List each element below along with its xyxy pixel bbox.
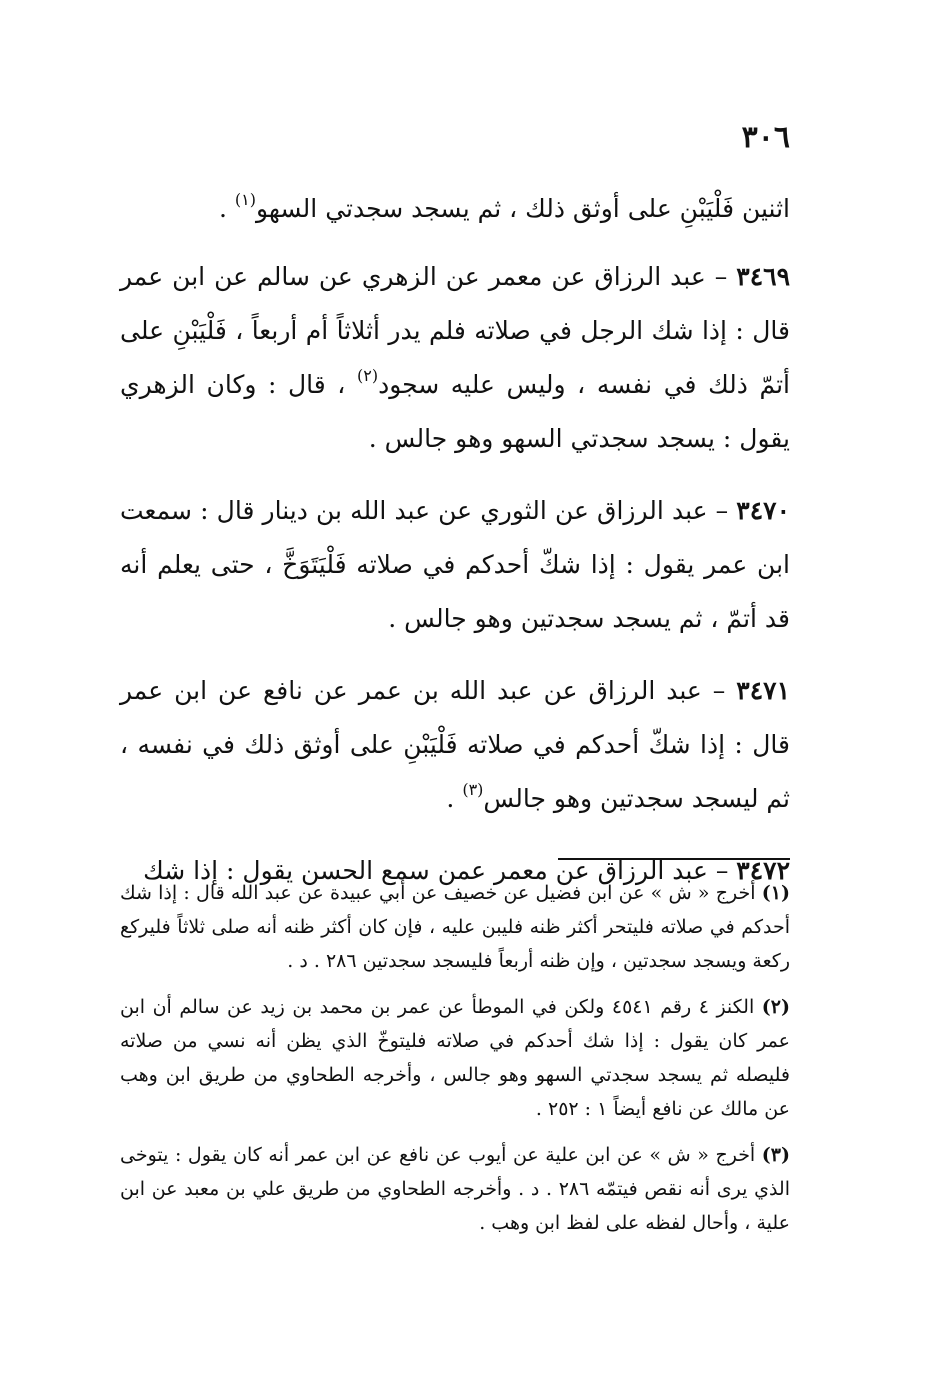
paragraph-end: ، قال : وكان الزهري يقول : يسجد سجدتي السهو وهو جالس . [120, 370, 790, 453]
paragraph-text: – عبد الرزاق عن عبد الله بن عمر عن نافع عن ابن عمر قال : إذا شكّ أحدكم في صلاته فَلْيَبْنِ على أوثق ذلك في نفسه ، ثم ليسجد سجدتين وهو جالس [120, 676, 790, 813]
footnote-marker: (١) [761, 882, 790, 904]
main-text [120, 182, 790, 916]
footnote-3 [120, 1138, 790, 1240]
hadith-3471 [120, 664, 790, 826]
hadith-3469 [120, 250, 790, 466]
footnote-ref[interactable]: (٣) [462, 780, 484, 799]
hadith-number: ٣٤٧٠ [736, 496, 790, 525]
footnotes [120, 876, 790, 1252]
paragraph-text: – عبد الرزاق عن الثوري عن عبد الله بن دينار قال : سمعت ابن عمر يقول : إذا شكّ أحدكم في صلاته فَلْيَتَوَخَّ ، حتى يعلم أنه قد أتمّ ، ثم يسجد سجدتين وهو جالس . [120, 496, 790, 633]
footnote-marker: (٣) [761, 1144, 790, 1166]
footnote-1 [120, 876, 790, 978]
paragraph-text: اثنين فَلْيَبْنِ على أوثق ذلك ، ثم يسجد سجدتي السهو [255, 194, 790, 223]
paragraph-continuation [120, 182, 790, 236]
hadith-number: ٣٤٧١ [736, 676, 790, 705]
paragraph-end: . [218, 194, 235, 223]
footnote-2 [120, 990, 790, 1126]
footnote-separator [558, 858, 790, 860]
hadith-number: ٣٤٦٩ [736, 262, 790, 291]
footnote-text: أخرج « ش » عن ابن فضيل عن خصيف عن أبي عبيدة عن عبد الله قال : إذا شك أحدكم في صلاته فليتحر أكثر ظنه فليبن عليه ، فإن كان أكثر ظنه أنه صلى ثلاثاً فليركع ركعة ويسجد سجدتين ، وإن ظنه أربعاً فليسجد سجدتين ٢٨٦ . د . [120, 882, 790, 972]
page-number: ٣٠٦ [741, 120, 790, 155]
footnote-text: الكنز ٤ رقم ٤٥٤١ ولكن في الموطأ عن عمر بن محمد بن زيد عن سالم أن ابن عمر كان يقول : إذا شك أحدكم في صلاته فليتوخّ الذي يظن أنه نسي من صلاته فليصله ثم يسجد سجدتي السهو وهو جالس ، وأخرجه الطحاوي من طريق ابن وهب عن مالك عن نافع أيضاً ١ : ٢٥٢ . [120, 996, 790, 1120]
footnote-text: أخرج « ش » عن ابن علية عن أيوب عن نافع عن ابن عمر أنه كان يقول : يتوخى الذي يرى أنه نقص فيتمّه ٢٨٦ . د . وأخرجه الطحاوي من طريق علي بن معبد عن ابن علية ، وأحال لفظه على لفظ ابن وهب . [120, 1144, 790, 1234]
paragraph-text: – عبد الرزاق عن معمر عمن سمع الحسن يقول : إذا شك [143, 856, 737, 885]
paragraph-end: . [446, 784, 463, 813]
footnote-ref[interactable]: (١) [234, 190, 256, 209]
paragraph-text: – عبد الرزاق عن معمر عن الزهري عن سالم عن ابن عمر قال : إذا شك الرجل في صلاته فلم يدر أثلاثاً أم أربعاً ، فَلْيَبْنِ على أتمّ ذلك في نفسه ، وليس عليه سجود [120, 262, 791, 399]
hadith-number: ٣٤٧٢ [736, 856, 790, 885]
hadith-3470 [120, 484, 790, 646]
footnote-marker: (٢) [761, 996, 790, 1018]
footnote-ref[interactable]: (٢) [356, 366, 379, 385]
